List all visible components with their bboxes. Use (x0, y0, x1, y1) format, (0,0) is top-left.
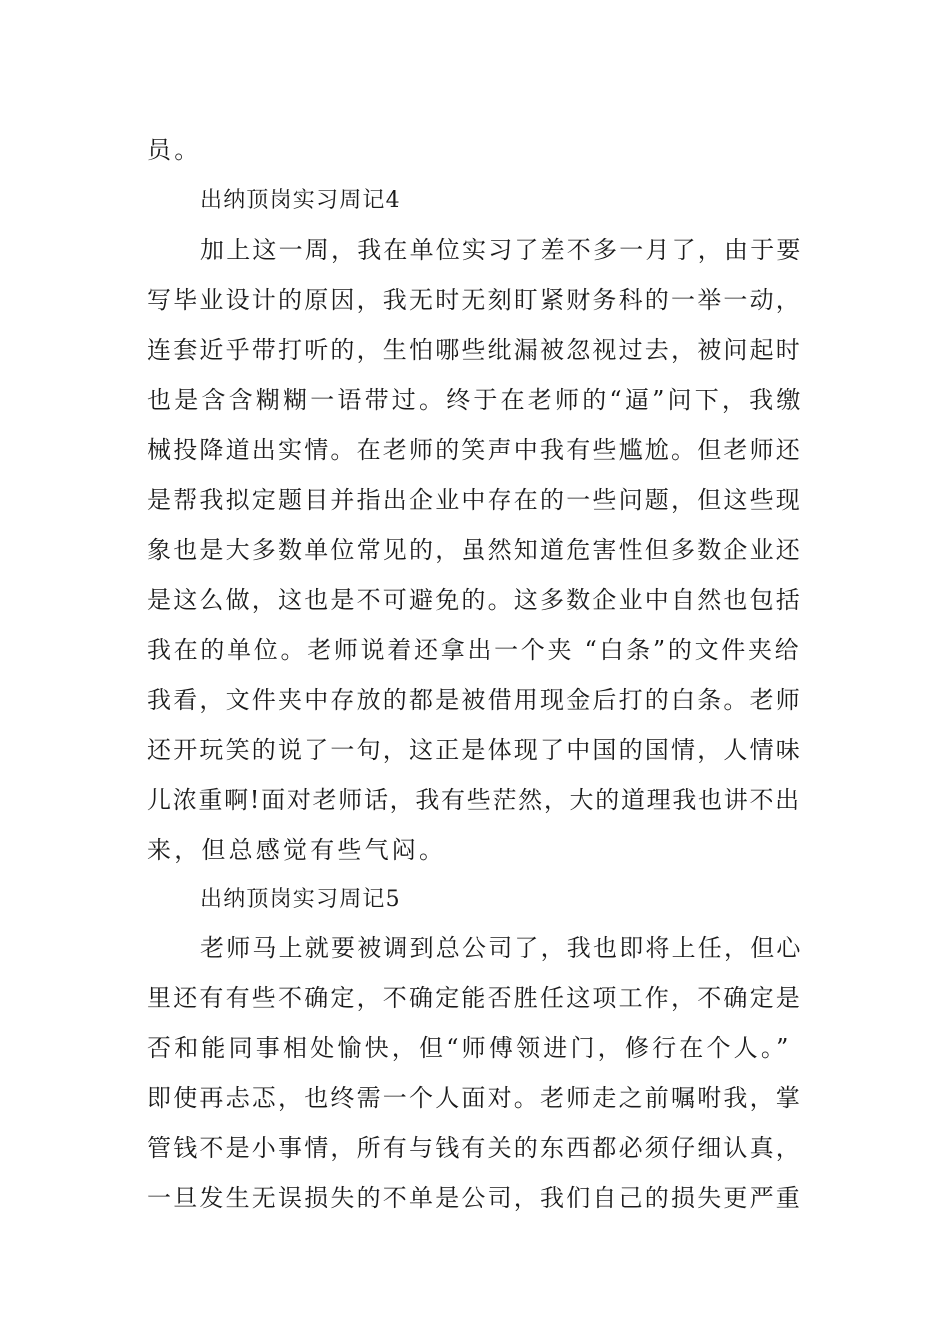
paragraph-line: 是帮我拟定题目并指出企业中存在的一些问题，但这些现 (147, 486, 802, 514)
paragraph-line: 是这么做，这也是不可避免的。这多数企业中自然也包括 (147, 586, 802, 614)
section-heading-week-4: 出纳顶岗实习周记4 (200, 188, 401, 213)
paragraph-line: 一旦发生无误损失的不单是公司，我们自己的损失更严重 (147, 1184, 802, 1212)
paragraph-line: 加上这一周，我在单位实习了差不多一月了，由于要 (200, 236, 803, 264)
paragraph-line: 里还有有些不确定，不确定能否胜任这项工作，不确定是 (147, 984, 802, 1012)
paragraph-line: 还开玩笑的说了一句，这正是体现了中国的国情，人情味 (147, 736, 802, 764)
paragraph-line: 儿浓重啊!面对老师话，我有些茫然，大的道理我也讲不出 (147, 786, 801, 814)
paragraph-line: 员。 (147, 136, 202, 164)
paragraph-line: 老师马上就要被调到总公司了，我也即将上任，但心 (200, 934, 803, 962)
paragraph-line: 即使再忐忑，也终需一个人面对。老师走之前嘱咐我，掌 (147, 1084, 802, 1112)
paragraph-line: 我看，文件夹中存放的都是被借用现金后打的白条。老师 (147, 686, 802, 714)
paragraph-line: 来，但总感觉有些气闷。 (147, 836, 447, 864)
paragraph-line: 械投降道出实情。在老师的笑声中我有些尴尬。但老师还 (147, 436, 802, 464)
paragraph-line: 写毕业设计的原因，我无时无刻盯紧财务科的一举一动， (147, 286, 802, 314)
paragraph-line: 也是含含糊糊一语带过。终于在老师的“逼”问下，我缴 (147, 386, 804, 414)
paragraph-line: 象也是大多数单位常见的，虽然知道危害性但多数企业还 (147, 536, 802, 564)
section-heading-week-5: 出纳顶岗实习周记5 (200, 887, 401, 912)
paragraph-line: 我在的单位。老师说着还拿出一个夹 “白条”的文件夹给 (147, 636, 802, 664)
paragraph-line: 否和能同事相处愉快，但“师傅领进门，修行在个人。” (147, 1034, 792, 1062)
paragraph-line: 管钱不是小事情，所有与钱有关的东西都必须仔细认真， (147, 1134, 802, 1162)
paragraph-line: 连套近乎带打听的，生怕哪些纰漏被忽视过去，被问起时 (147, 336, 802, 364)
